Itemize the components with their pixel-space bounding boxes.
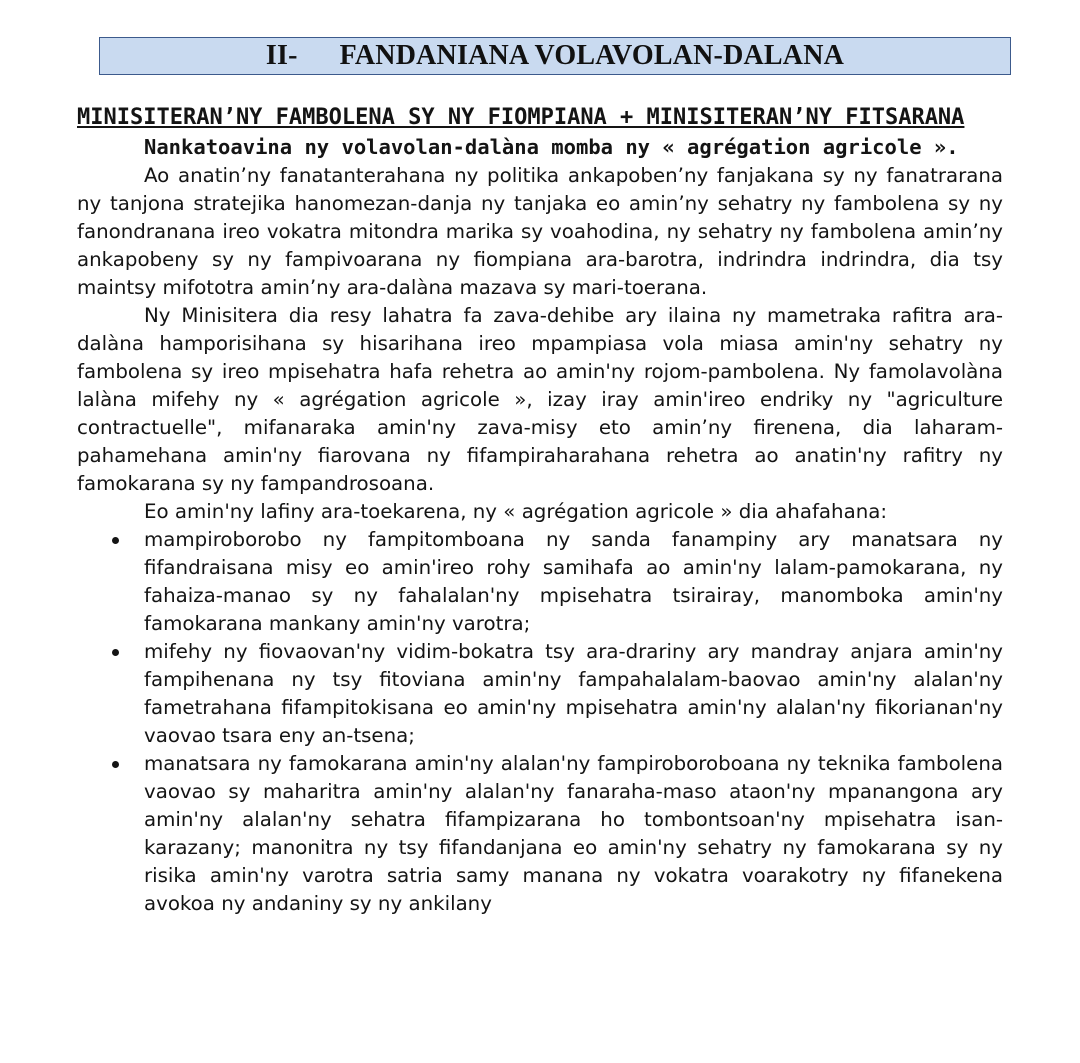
section-number: II- [265, 40, 298, 71]
paragraph: Ny Minisitera dia resy lahatra fa zava-dehibe ary ilaina ny mametraka rafitra ara-dalàna hamporisihana sy hisarihana ireo mpampiasa vola miasa amin'ny sehatry ny fambolena sy ireo mpisehatra hafa rehetra ao amin'ny rojom-pambolena. Ny famolavolàna lalàna mifehy ny « agrégation agricole », izay iray amin'ireo endriky ny "agriculture contractuelle", mifanaraka amin'ny zava-misy eto amin’ny firenena, dia laharam-pahamehana amin'ny fiarovana ny fifampiraharahana rehetra ao anatin'ny rafitry ny famokarana sy ny fampandrosoana. [77, 304, 1003, 495]
ministry-heading: MINISITERAN’NY FAMBOLENA SY NY FIOMPIANA + MINISITERAN’NY FITSARANA [77, 105, 965, 130]
bullet-list [77, 526, 1003, 918]
paragraph: Ao anatin’ny fanatanterahana ny politika ankapoben’ny fanjakana sy ny fanatrarana ny tanjona stratejika hanomezan-danja ny tanjaka eo amin’ny sehatry ny fambolena sy ny fanondranana ireo vokatra mitondra marika sy voahodina, ny sehatry ny fambolena amin’ny ankapobeny sy ny fampivoarana ny fiompiana ara-barotra, indrindra indrindra, dia tsy maintsy mifototra amin’ny ara-dalàna mazava sy mari-toerana. [77, 164, 1003, 299]
bullet-text: mifehy ny fiovaovan'ny vidim-bokatra tsy ara-drariny ary mandray anjara amin'ny fampihenana ny tsy fitoviana amin'ny fampahalalam-baovao amin'ny alalan'ny fametrahana fifampitokisana eo amin'ny mpisehatra amin'ny alalan'ny fikorianan'ny vaovao tsara eny an-tsena; [144, 640, 1003, 747]
section-title: FANDANIANA VOLAVOLAN-DALANA [339, 40, 845, 71]
bullet-icon [112, 537, 119, 544]
decision-subheading: Nankatoavina ny volavolan-dalàna momba ny « agrégation agricole ». [144, 135, 959, 159]
paragraph: Eo amin'ny lafiny ara-toekarena, ny « agrégation agricole » dia ahafahana: [144, 500, 888, 523]
bullet-icon [112, 761, 119, 768]
bullet-icon [112, 649, 119, 656]
bullet-text: manatsara ny famokarana amin'ny alalan'ny fampiroboroboana ny teknika fambolena vaovao sy maharitra amin'ny alalan'ny fanaraha-maso ataon'ny mpanangona ary amin'ny alalan'ny sehatra fifampizarana ho tombontsoan'ny mpisehatra isan-karazany; manonitra ny tsy fifandanjana eo amin'ny sehatry ny famokarana sy ny risika amin'ny varotra satria samy manana ny vokatra voarakotry ny fifanekena avokoa ny andaniny sy ny ankilany [144, 752, 1003, 915]
bullet-item [77, 750, 1003, 918]
bullet-text: mampiroborobo ny fampitomboana ny sanda fanampiny ary manatsara ny fifandraisana misy eo amin'ireo rohy samihafa ao amin'ny lalam-pamokarana, ny fahaiza-manao sy ny fahalalan'ny mpisehatra tsirairay, manomboka amin'ny famokarana mankany amin'ny varotra; [144, 528, 1003, 635]
bullet-item [77, 526, 1003, 638]
section-title-box [99, 37, 1011, 75]
bullet-item [77, 638, 1003, 750]
document-body [77, 104, 1003, 918]
